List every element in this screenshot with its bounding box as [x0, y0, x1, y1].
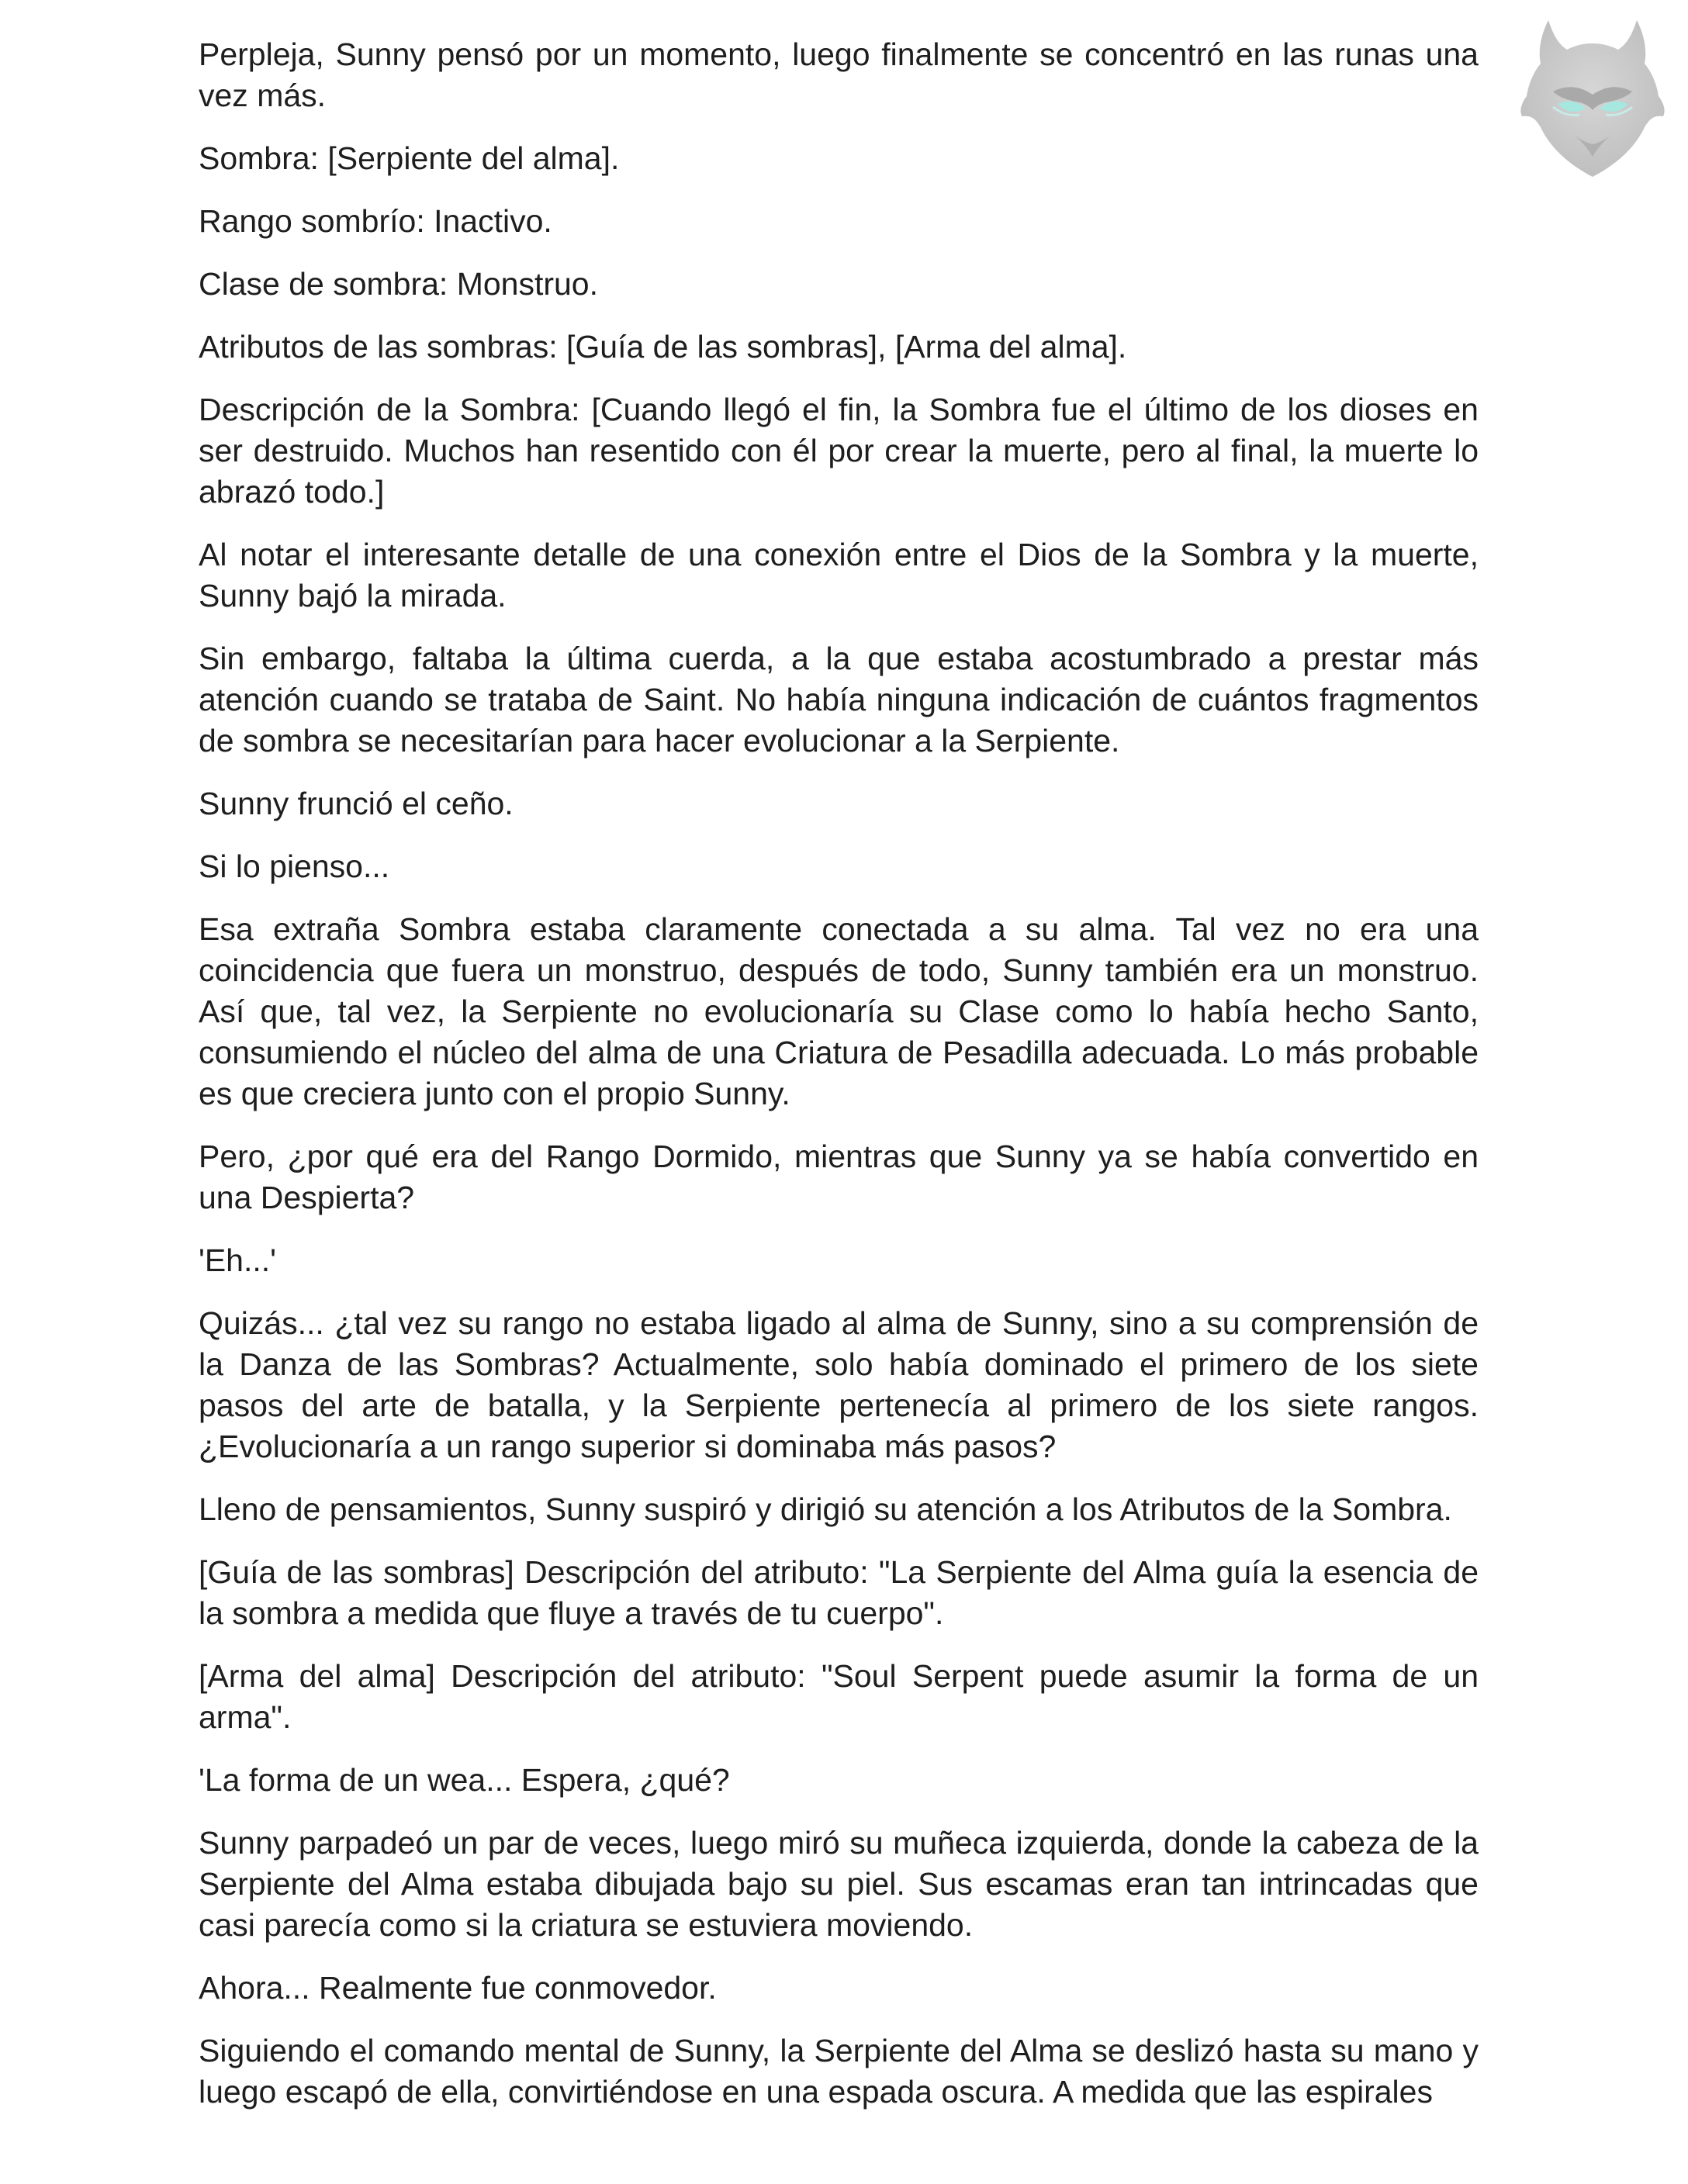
- paragraph: Sin embargo, faltaba la última cuerda, a la que estaba acostumbrado a prestar más atención cuando se trataba de Saint. No había ninguna indicación de cuántos fragmentos de sombra se necesitarían para hacer evolucionar a la Serpiente.: [199, 641, 1479, 759]
- paragraph: Atributos de las sombras: [Guía de las sombras], [Arma del alma].: [199, 329, 1127, 365]
- paragraph: Quizás... ¿tal vez su rango no estaba ligado al alma de Sunny, sino a su comprensión de la Danza de las Sombras? Actualmente, solo había dominado el primero de los siete pasos del arte de batalla, y la Serpiente pertenecía al primero de los siete rangos. ¿Evolucionaría a un rango superior si dominaba más pasos?: [199, 1305, 1479, 1464]
- paragraph: 'Eh...': [199, 1242, 276, 1278]
- paragraph: Rango sombrío: Inactivo.: [199, 203, 552, 239]
- paragraph: Si lo pienso...: [199, 848, 390, 884]
- paragraph: Siguiendo el comando mental de Sunny, la Serpiente del Alma se deslizó hasta su mano y luego escapó de ella, convirtiéndose en una espada oscura. A medida que las espirales: [199, 2033, 1479, 2110]
- horned-demon-head-icon: [1519, 17, 1666, 181]
- paragraph: Sombra: [Serpiente del alma].: [199, 140, 620, 176]
- paragraph: Lleno de pensamientos, Sunny suspiró y dirigió su atención a los Atributos de la Sombra.: [199, 1491, 1452, 1527]
- paragraph: 'La forma de un wea... Espera, ¿qué?: [199, 1762, 730, 1798]
- paragraph: Ahora... Realmente fue conmovedor.: [199, 1970, 717, 2006]
- paragraph: Pero, ¿por qué era del Rango Dormido, mientras que Sunny ya se había convertido en una Despierta?: [199, 1139, 1479, 1215]
- paragraph: Clase de sombra: Monstruo.: [199, 266, 599, 302]
- paragraph: [Arma del alma] Descripción del atributo: "Soul Serpent puede asumir la forma de un arma".: [199, 1658, 1479, 1735]
- paragraph: Esa extraña Sombra estaba claramente conectada a su alma. Tal vez no era una coincidencia que fuera un monstruo, después de todo, Sunny también era un monstruo. Así que, tal vez, la Serpiente no evolucionaría su Clase como lo había hecho Santo, consumiendo el núcleo del alma de una Criatura de Pesadilla adecuada. Lo más probable es que creciera junto con el propio Sunny.: [199, 911, 1479, 1111]
- paragraph: [Guía de las sombras] Descripción del atributo: "La Serpiente del Alma guía la esencia de la sombra a medida que fluye a través de tu cuerpo".: [199, 1554, 1479, 1631]
- document-body: [199, 34, 1479, 2134]
- paragraph: Descripción de la Sombra: [Cuando llegó el fin, la Sombra fue el último de los dioses en ser destruido. Muchos han resentido con él por crear la muerte, pero al final, la muerte lo abrazó todo.]: [199, 392, 1479, 510]
- paragraph: Perpleja, Sunny pensó por un momento, luego finalmente se concentró en las runas una vez más.: [199, 36, 1479, 113]
- paragraph: Sunny frunció el ceño.: [199, 786, 514, 821]
- paragraph: Sunny parpadeó un par de veces, luego miró su muñeca izquierda, donde la cabeza de la Serpiente del Alma estaba dibujada bajo su piel. Sus escamas eran tan intrincadas que casi parecía como si la criatura se estuviera moviendo.: [199, 1825, 1479, 1943]
- paragraph: Al notar el interesante detalle de una conexión entre el Dios de la Sombra y la muerte, Sunny bajó la mirada.: [199, 537, 1479, 613]
